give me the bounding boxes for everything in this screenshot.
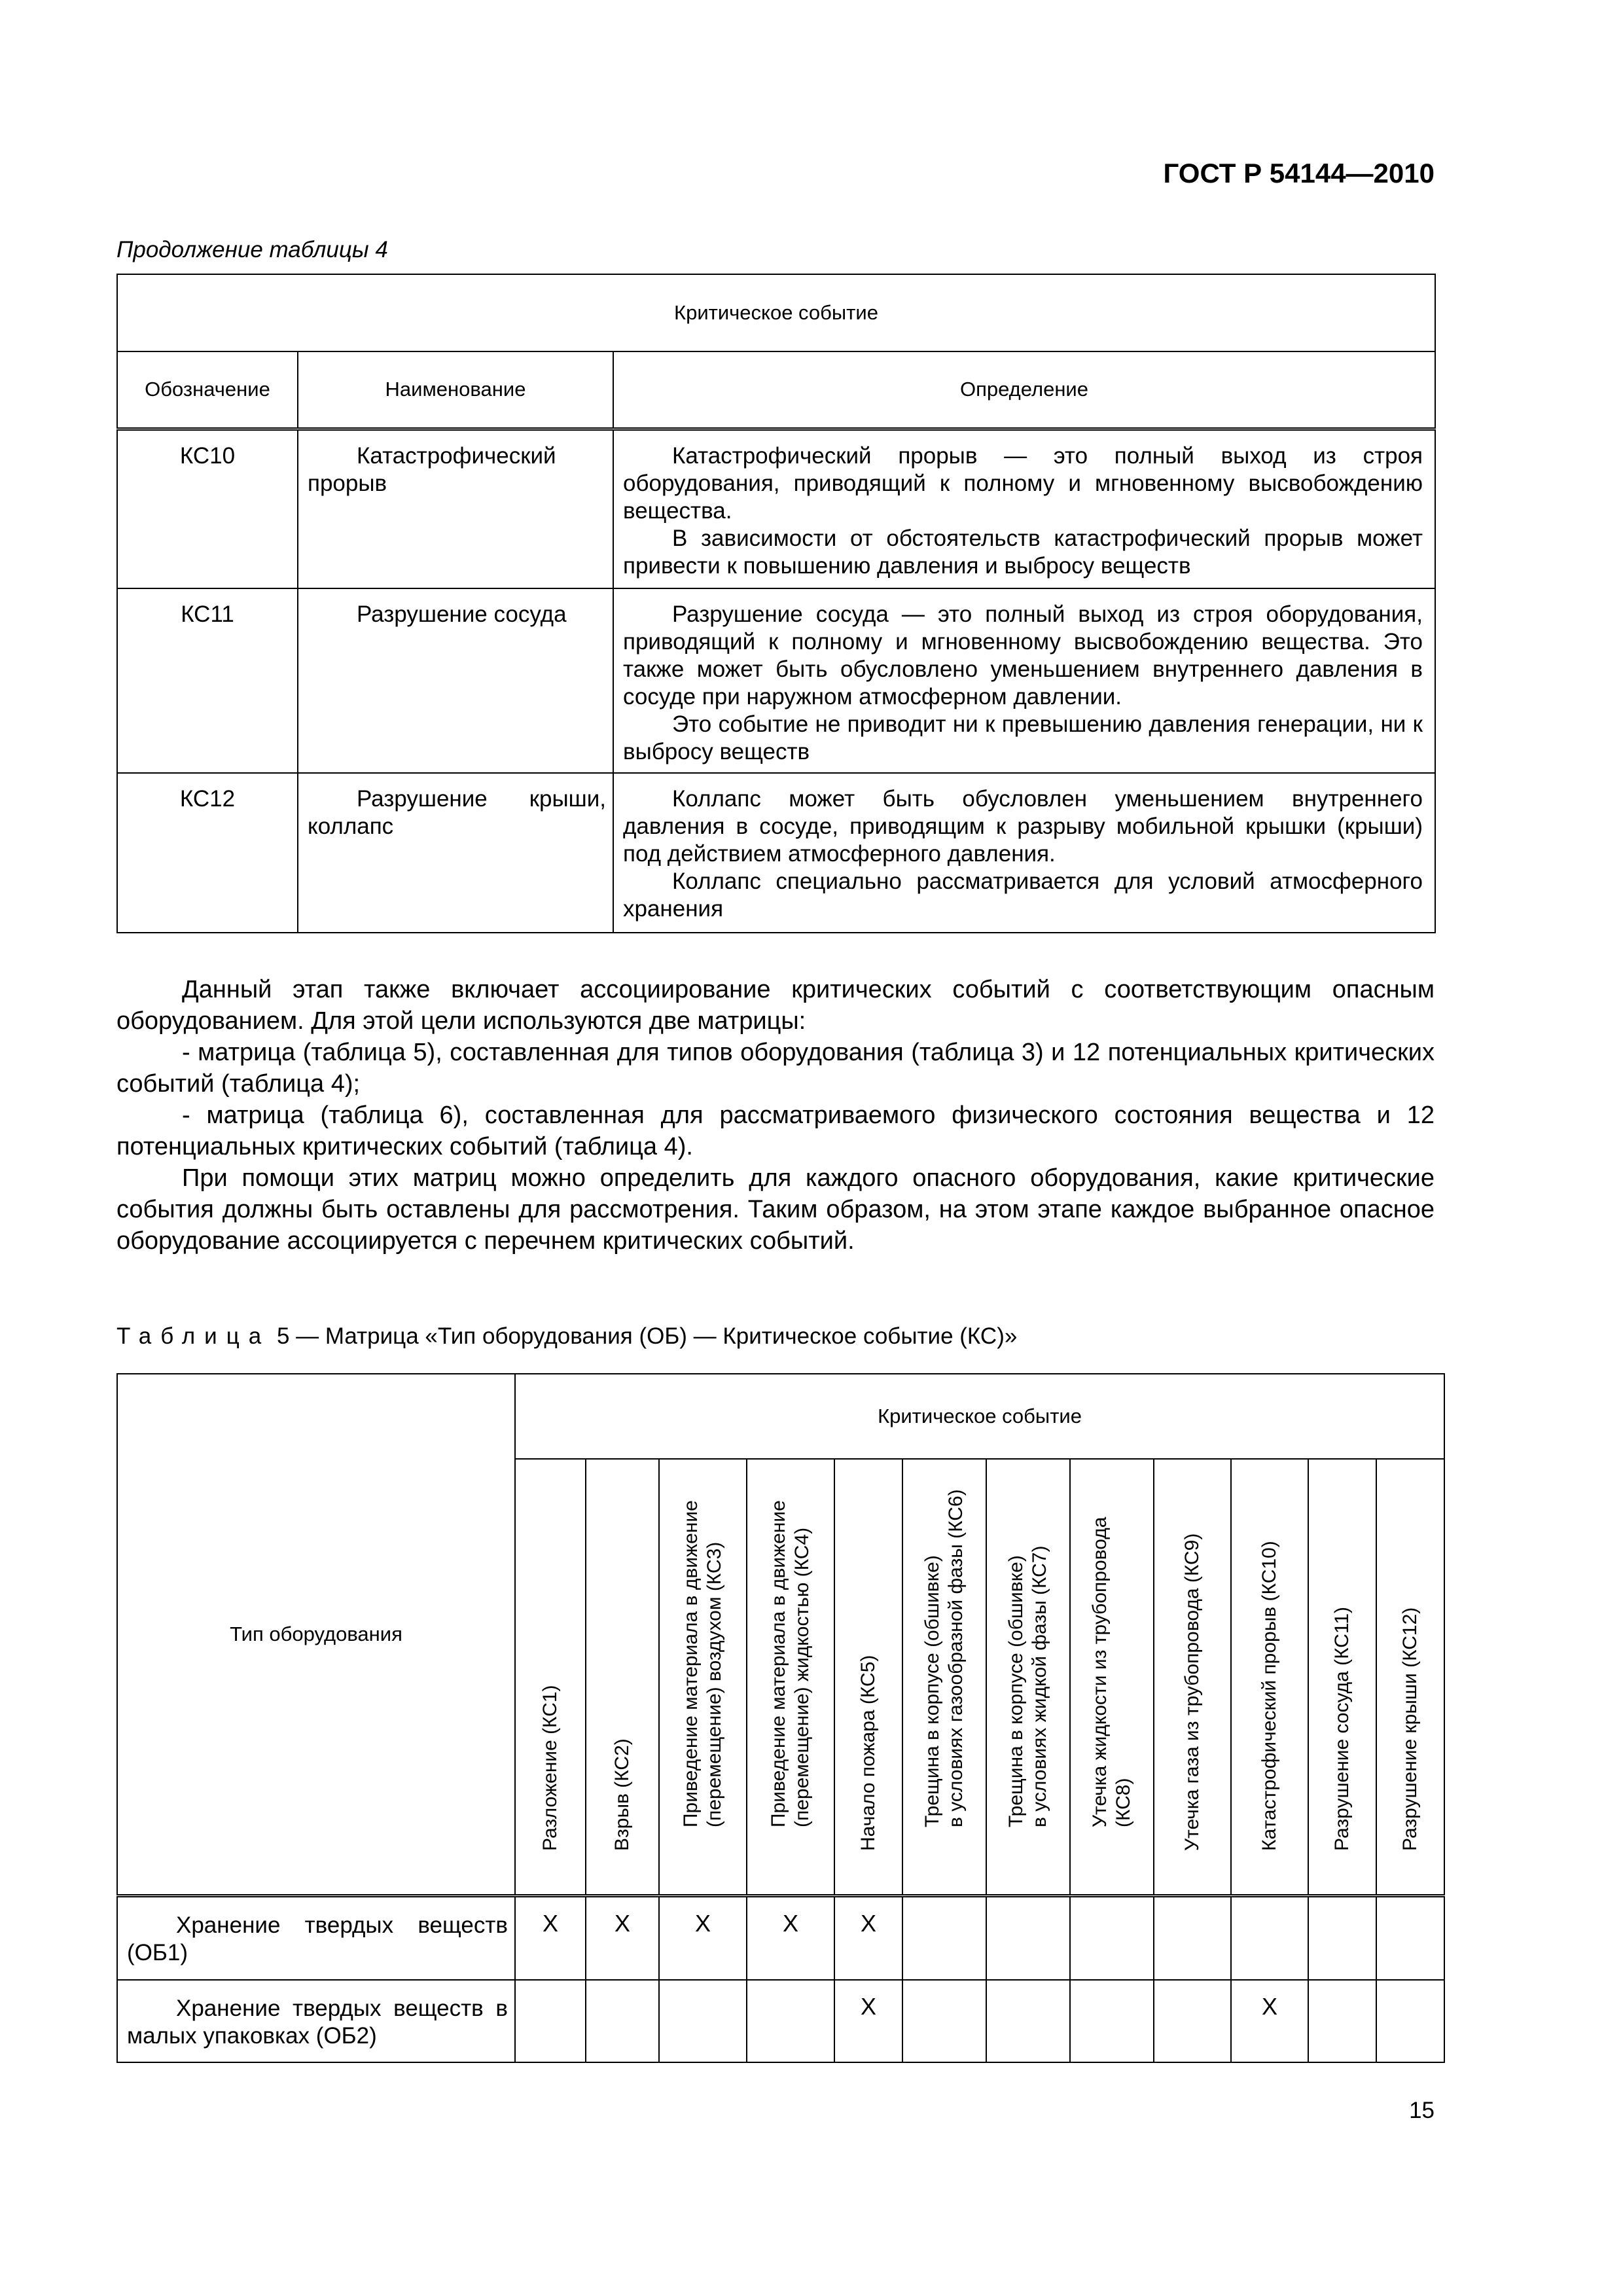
table4-col-definition: Определение	[613, 351, 1435, 429]
matrix-cell	[986, 1896, 1070, 1980]
event-name-text: Катастрофический прорыв	[308, 442, 556, 496]
definition-paragraph: Коллапс может быть обусловлен уменьшением внутреннего давления в сосуде, приводящим к разрыву мобильной крышки (крыши) под действием атмосферного давления.	[623, 786, 1423, 867]
event-name	[298, 773, 613, 933]
body-text	[116, 974, 1435, 1257]
matrix-cell: X	[747, 1896, 834, 1980]
matrix-cell	[659, 1980, 747, 2062]
matrix-cell	[1070, 1980, 1154, 2062]
equipment-type-text: Хранение твердых веществ в малых упаковках (ОБ2)	[127, 1995, 508, 2049]
col-label: (перемещение) воздухом (КС3)	[704, 1541, 725, 1827]
table-row	[117, 588, 1435, 773]
table5-col-header	[659, 1459, 747, 1896]
event-name-text: Разрушение крыши, коллапс	[308, 786, 606, 839]
event-name-text: Разрушение сосуда	[357, 601, 567, 627]
table4-continuation-caption: Продолжение таблицы 4	[116, 237, 388, 262]
definition-paragraph: Катастрофический прорыв — это полный выход из строя оборудования, приводящий к полному и мгновенному высвобождению вещества.	[623, 442, 1423, 524]
table5-col-header	[986, 1459, 1070, 1896]
matrix-cell	[1308, 1980, 1376, 2062]
definition-paragraph: Разрушение сосуда — это полный выход из строя оборудования, приводящий к полному и мгновенному высвобождению вещества. Это также может быть обусловлено уменьшением внутреннего давления в сосуде при наружном атмосферном давлении.	[623, 601, 1423, 709]
definition-paragraph: Коллапс специально рассматривается для условий атмосферного хранения	[623, 869, 1423, 922]
table5-col-header	[1376, 1459, 1444, 1896]
matrix-cell	[515, 1980, 586, 2062]
matrix-cell: X	[1231, 1980, 1308, 2062]
col-label: Трещина в корпусе (обшивке)	[921, 1555, 943, 1827]
matrix-cell	[747, 1980, 834, 2062]
matrix-cell: X	[834, 1896, 902, 1980]
table5-caption	[116, 1322, 1017, 1351]
event-definition	[613, 773, 1435, 933]
definition-paragraph: Это событие не приводит ни к превышению давления генерации, ни к выбросу веществ	[623, 711, 1423, 764]
col-label: (КС8)	[1113, 1778, 1134, 1827]
col-label: (перемещение) жидкостью (КС4)	[791, 1527, 813, 1827]
table-4	[116, 274, 1436, 933]
col-label: Разрушение сосуда (КС11)	[1331, 1606, 1353, 1851]
paragraph: - матрица (таблица 6), составленная для рассматриваемого физического состояния вещества и 12 потенциальных критических событий (таблица 4).	[116, 1102, 1435, 1160]
col-label: Трещина в корпусе (обшивке)	[1005, 1555, 1027, 1827]
col-label: в условиях газообразной фазы (КС6)	[945, 1489, 967, 1827]
definition-paragraph: В зависимости от обстоятельств катастрофический прорыв может привести к повышению давления и выбросу веществ	[623, 525, 1423, 579]
matrix-cell	[986, 1980, 1070, 2062]
table5-col-header	[515, 1459, 586, 1896]
paragraph: - матрица (таблица 5), составленная для типов оборудования (таблица 3) и 12 потенциальных критических событий (таблица 4);	[116, 1039, 1435, 1098]
table5-caption-title: 5 — Матрица «Тип оборудования (ОБ) — Критическое событие (КС)»	[276, 1323, 1018, 1349]
table5-col-header	[1231, 1459, 1308, 1896]
matrix-cell	[1154, 1980, 1231, 2062]
col-label: Разрушение крыши (КС12)	[1399, 1607, 1421, 1851]
event-definition	[613, 588, 1435, 773]
page-number: 15	[1409, 2098, 1435, 2123]
event-code: КС12	[117, 773, 298, 933]
table5-col-header	[1308, 1459, 1376, 1896]
equipment-type	[117, 1980, 515, 2062]
table5-caption-word: Таблица	[116, 1323, 271, 1349]
table-row	[117, 773, 1435, 933]
event-name	[298, 588, 613, 773]
table5-col-header	[834, 1459, 902, 1896]
table4-group-header: Критическое событие	[117, 274, 1435, 351]
col-label: Катастрофический прорыв (КС10)	[1258, 1541, 1280, 1851]
table-row	[117, 1896, 1444, 1980]
table-row	[117, 1980, 1444, 2062]
col-label: Разложение (КС1)	[539, 1685, 561, 1851]
col-label: Утечка газа из трубопровода (КС9)	[1181, 1533, 1203, 1851]
col-label: в условиях жидкой фазы (КС7)	[1029, 1545, 1050, 1827]
event-code: КС10	[117, 429, 298, 588]
col-label: Приведение материала в движение	[768, 1500, 789, 1827]
matrix-cell	[1376, 1896, 1444, 1980]
col-label: Начало пожара (КС5)	[857, 1655, 879, 1851]
table5-col-header	[586, 1459, 659, 1896]
col-label: Приведение материала в движение	[680, 1500, 702, 1827]
table-5	[116, 1373, 1445, 2063]
table5-col-header	[902, 1459, 986, 1896]
table5-col-header	[1070, 1459, 1154, 1896]
table5-col-header	[1154, 1459, 1231, 1896]
event-definition	[613, 429, 1435, 588]
col-label: Взрыв (КС2)	[611, 1738, 633, 1851]
matrix-cell: X	[834, 1980, 902, 2062]
matrix-cell	[1070, 1896, 1154, 1980]
matrix-cell: X	[586, 1896, 659, 1980]
document-code: ГОСТ Р 54144—2010	[1163, 158, 1435, 188]
matrix-cell: X	[659, 1896, 747, 1980]
event-code: КС11	[117, 588, 298, 773]
paragraph: Данный этап также включает ассоциирование критических событий с соответствующим опасным оборудованием. Для этой цели используются две матрицы:	[116, 976, 1435, 1035]
matrix-cell: X	[515, 1896, 586, 1980]
matrix-cell	[1231, 1896, 1308, 1980]
matrix-cell	[1308, 1896, 1376, 1980]
paragraph: При помощи этих матриц можно определить для каждого опасного оборудования, какие критические события должны быть оставлены для рассмотрения. Таким образом, на этом этапе каждое выбранное опасное оборудование ассоциируется с перечнем критических событий.	[116, 1164, 1435, 1255]
matrix-cell	[586, 1980, 659, 2062]
table-row	[117, 429, 1435, 588]
equipment-type	[117, 1896, 515, 1980]
table5-col-header	[747, 1459, 834, 1896]
matrix-cell	[1376, 1980, 1444, 2062]
event-name	[298, 429, 613, 588]
table5-row-header: Тип оборудования	[117, 1374, 515, 1896]
table4-col-code: Обозначение	[117, 351, 298, 429]
table5-group-header: Критическое событие	[515, 1374, 1444, 1459]
col-label: Утечка жидкости из трубопровода	[1089, 1516, 1111, 1827]
matrix-cell	[1154, 1896, 1231, 1980]
matrix-cell	[902, 1980, 986, 2062]
equipment-type-text: Хранение твердых веществ (ОБ1)	[127, 1912, 508, 1965]
matrix-cell	[902, 1896, 986, 1980]
table4-col-name: Наименование	[298, 351, 613, 429]
